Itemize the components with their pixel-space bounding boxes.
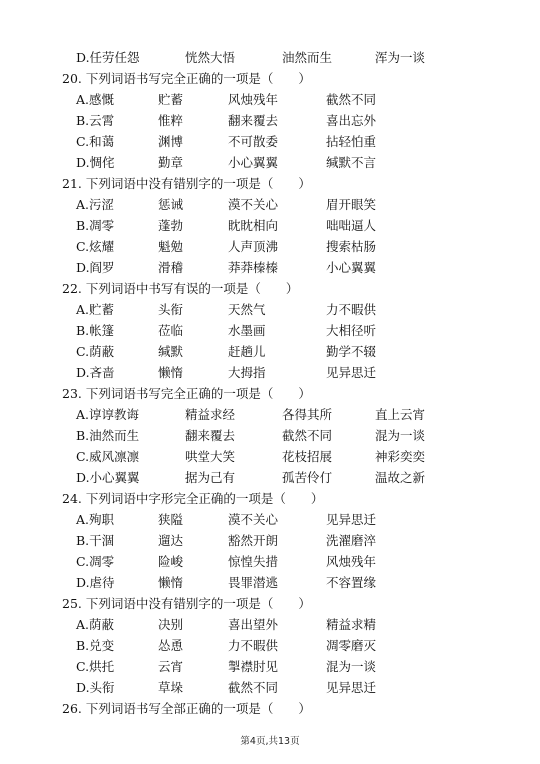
option-word: 花枝招展 bbox=[282, 449, 333, 464]
option-row bbox=[0, 237, 540, 257]
question-stem: 22. 下列词语中书写有误的一项是（ ） bbox=[62, 281, 299, 296]
option-word: 怂恿 bbox=[158, 638, 184, 653]
option-letter: B.云霄 bbox=[76, 113, 115, 128]
option-word: 大拇指 bbox=[228, 365, 266, 380]
option-letter: D.头衔 bbox=[76, 680, 115, 695]
option-word: 翻来覆去 bbox=[228, 113, 279, 128]
question-stem: 21. 下列词语中没有错别字的一项是（ ） bbox=[62, 176, 311, 191]
option-letter: A.荫蔽 bbox=[76, 617, 115, 632]
option-word: 遛达 bbox=[158, 533, 184, 548]
option-word: 混为一谈 bbox=[375, 428, 426, 443]
option-word: 渊博 bbox=[158, 134, 184, 149]
option-word: 惊惶失措 bbox=[228, 554, 279, 569]
option-row bbox=[0, 678, 540, 698]
option-word: 洗濯磨淬 bbox=[326, 533, 377, 548]
option-word: 险峻 bbox=[158, 554, 184, 569]
option-letter: C.凋零 bbox=[76, 554, 115, 569]
option-row bbox=[0, 426, 540, 446]
option-letter: B.兑变 bbox=[76, 638, 115, 653]
option-word: 狭隘 bbox=[158, 512, 184, 527]
option-word: 惩诫 bbox=[158, 197, 184, 212]
option-word: 力不暇供 bbox=[326, 302, 377, 317]
option-word: 豁然开朗 bbox=[228, 533, 279, 548]
option-word: 畏罪潜逃 bbox=[228, 575, 279, 590]
option-letter: B.凋零 bbox=[76, 218, 115, 233]
option-row bbox=[0, 468, 540, 488]
option-word: 截然不同 bbox=[326, 92, 377, 107]
question-stem: 25. 下列词语中没有错别字的一项是（ ） bbox=[62, 596, 311, 611]
option-word: 缄默不言 bbox=[326, 155, 377, 170]
option-word: 不容置缘 bbox=[326, 575, 377, 590]
option-row bbox=[0, 573, 540, 593]
option-word: 草垛 bbox=[158, 680, 184, 695]
option-word: 小心翼翼 bbox=[326, 260, 377, 275]
option-word: 勤学不辍 bbox=[326, 344, 377, 359]
option-word: 喜出望外 bbox=[228, 617, 279, 632]
option-word: 漠不关心 bbox=[228, 512, 279, 527]
option-row bbox=[0, 531, 540, 551]
question-stem: 23. 下列词语书写完全正确的一项是（ ） bbox=[62, 386, 311, 401]
option-row bbox=[0, 552, 540, 572]
option-word: 眉开眼笑 bbox=[326, 197, 377, 212]
option-word: 眈眈相向 bbox=[228, 218, 279, 233]
option-row bbox=[0, 132, 540, 152]
option-row bbox=[0, 195, 540, 215]
option-word: 人声顶沸 bbox=[228, 239, 279, 254]
option-row bbox=[0, 216, 540, 236]
option-row bbox=[0, 258, 540, 278]
option-letter: B.油然而生 bbox=[76, 428, 140, 443]
option-letter: D.虐待 bbox=[76, 575, 115, 590]
option-letter: C.威风凛凛 bbox=[76, 449, 140, 464]
option-word: 漠不关心 bbox=[228, 197, 279, 212]
option-word: 温故之新 bbox=[375, 470, 426, 485]
option-row bbox=[0, 657, 540, 677]
option-word: 决别 bbox=[158, 617, 184, 632]
option-word: 截然不同 bbox=[282, 428, 333, 443]
option-letter: D.吝啬 bbox=[76, 365, 115, 380]
option-word: 莽莽榛榛 bbox=[228, 260, 279, 275]
option-word: 见异思迁 bbox=[326, 680, 377, 695]
option-word: 赶趟儿 bbox=[228, 344, 266, 359]
option-letter: C.和蔼 bbox=[76, 134, 115, 149]
option-word: 精益求经 bbox=[185, 407, 236, 422]
option-row bbox=[0, 153, 540, 173]
option-row bbox=[0, 405, 540, 425]
option-letter: A.污涩 bbox=[76, 197, 115, 212]
option-word: 见异思迁 bbox=[326, 365, 377, 380]
option-word: 浑为一谈 bbox=[375, 50, 426, 65]
option-word: 大相径听 bbox=[326, 323, 377, 338]
option-word: 哄堂大笑 bbox=[185, 449, 236, 464]
option-word: 力不暇供 bbox=[228, 638, 279, 653]
option-word: 风烛残年 bbox=[228, 92, 279, 107]
option-row bbox=[0, 48, 540, 68]
option-letter: B.帐篷 bbox=[76, 323, 115, 338]
option-word: 缄默 bbox=[158, 344, 184, 359]
option-word: 水墨画 bbox=[228, 323, 266, 338]
option-letter: A.殉职 bbox=[76, 512, 115, 527]
option-word: 孤苦伶仃 bbox=[282, 470, 333, 485]
option-word: 混为一谈 bbox=[326, 659, 377, 674]
option-word: 喜出忘外 bbox=[326, 113, 377, 128]
option-letter: C.烘托 bbox=[76, 659, 115, 674]
option-word: 直上云宵 bbox=[375, 407, 426, 422]
page-footer: 第4页,共13页 bbox=[240, 736, 300, 747]
option-letter: A.谆谆教诲 bbox=[76, 407, 140, 422]
option-row bbox=[0, 111, 540, 131]
question-stem: 26. 下列词语书写全部正确的一项是（ ） bbox=[62, 701, 311, 716]
option-letter: B.干涸 bbox=[76, 533, 115, 548]
question-stem: 24. 下列词语中字形完全正确的一项是（ ） bbox=[62, 491, 324, 506]
option-row bbox=[0, 90, 540, 110]
option-word: 见异思迁 bbox=[326, 512, 377, 527]
option-word: 掣襟肘见 bbox=[228, 659, 279, 674]
option-row bbox=[0, 510, 540, 530]
option-letter: C.炫耀 bbox=[76, 239, 115, 254]
option-word: 拈轻怕重 bbox=[326, 134, 377, 149]
option-word: 截然不同 bbox=[228, 680, 279, 695]
option-row bbox=[0, 447, 540, 467]
option-letter: D.惆侘 bbox=[76, 155, 115, 170]
option-word: 云宵 bbox=[158, 659, 184, 674]
option-letter: A.感慨 bbox=[76, 92, 115, 107]
option-row bbox=[0, 342, 540, 362]
option-word: 贮蓄 bbox=[158, 92, 184, 107]
option-word: 各得其所 bbox=[282, 407, 333, 422]
option-word: 魁勉 bbox=[158, 239, 184, 254]
option-letter: D.阎罗 bbox=[76, 260, 115, 275]
option-word: 精益求精 bbox=[326, 617, 377, 632]
option-letter: C.荫蔽 bbox=[76, 344, 115, 359]
option-row bbox=[0, 300, 540, 320]
option-word: 恍然大悟 bbox=[185, 50, 236, 65]
option-word: 神彩奕奕 bbox=[375, 449, 426, 464]
option-word: 小心翼翼 bbox=[228, 155, 279, 170]
option-letter: D.小心翼翼 bbox=[76, 470, 140, 485]
option-letter: A.贮蓄 bbox=[76, 302, 115, 317]
option-word: 懒惰 bbox=[158, 575, 184, 590]
option-word: 勤章 bbox=[158, 155, 184, 170]
option-row bbox=[0, 615, 540, 635]
option-word: 莅临 bbox=[158, 323, 184, 338]
option-word: 咄咄逼人 bbox=[326, 218, 377, 233]
option-word: 头衔 bbox=[158, 302, 184, 317]
option-word: 据为己有 bbox=[185, 470, 236, 485]
option-word: 凋零磨灭 bbox=[326, 638, 377, 653]
option-word: 蓬勃 bbox=[158, 218, 184, 233]
option-word: 惟粹 bbox=[158, 113, 184, 128]
option-word: 翻来覆去 bbox=[185, 428, 236, 443]
option-row bbox=[0, 636, 540, 656]
option-word: 油然而生 bbox=[282, 50, 333, 65]
option-word: 懒惰 bbox=[158, 365, 184, 380]
option-word: 天然气 bbox=[228, 302, 266, 317]
question-stem: 20. 下列词语书写完全正确的一项是（ ） bbox=[62, 71, 311, 86]
option-letter: D.任劳任怨 bbox=[76, 50, 140, 65]
option-row bbox=[0, 363, 540, 383]
option-word: 搜索枯肠 bbox=[326, 239, 377, 254]
option-word: 不可散委 bbox=[228, 134, 279, 149]
option-row bbox=[0, 321, 540, 341]
option-word: 滑稽 bbox=[158, 260, 184, 275]
option-word: 风烛残年 bbox=[326, 554, 377, 569]
